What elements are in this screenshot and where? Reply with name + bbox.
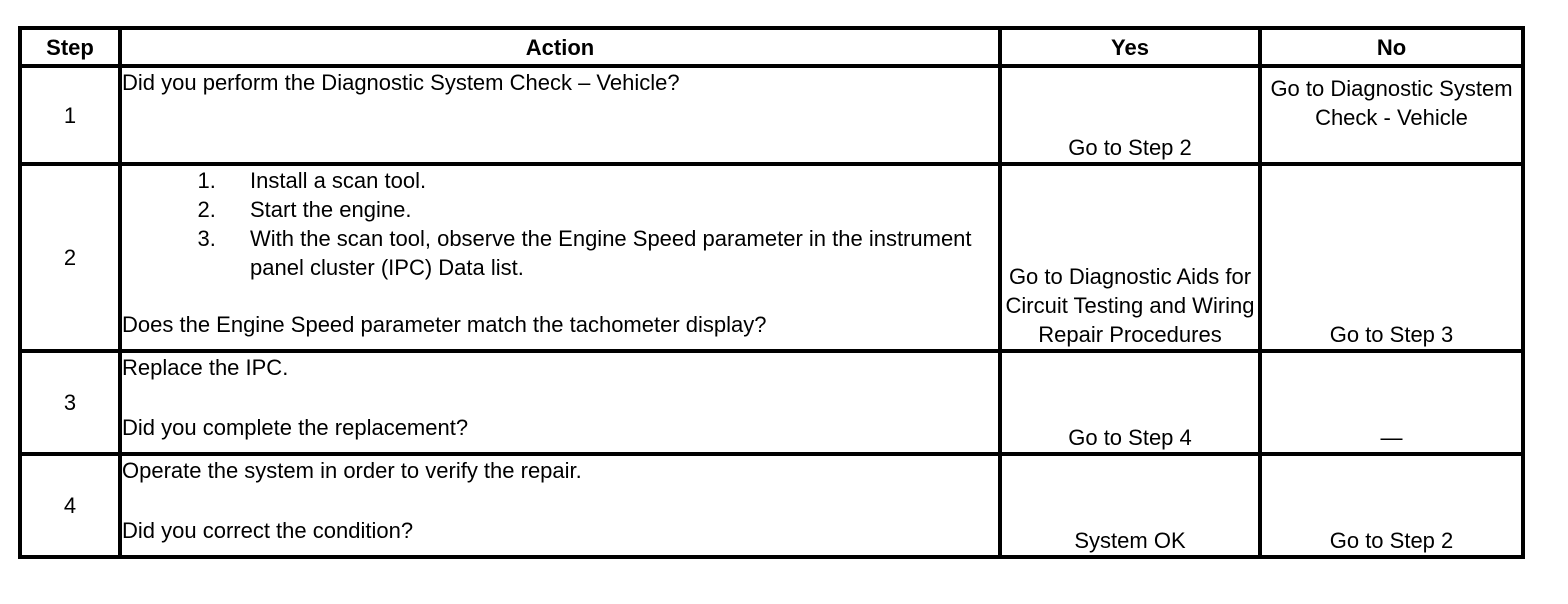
action-question: Does the Engine Speed parameter match the tachometer display? [122,312,767,337]
action-cell [120,454,1000,557]
header-step: Step [20,28,120,66]
step-number: 4 [20,454,120,557]
action-step-item: 2. Start the engine. [222,195,998,224]
table-row [20,351,1523,454]
yes-result: Go to Step 2 [1000,66,1260,164]
action-cell [120,164,1000,351]
no-result: Go to Step 3 [1260,164,1523,351]
action-steps-list [122,166,998,282]
action-question: Did you correct the condition? [122,518,414,543]
diagnostic-table [18,26,1525,559]
no-result: Go to Diagnostic System Check - Vehicle [1260,66,1523,164]
header-no: No [1260,28,1523,66]
action-text: Did you perform the Diagnostic System Check – Vehicle? [122,70,680,95]
table-row [20,454,1523,557]
step-number: 2 [20,164,120,351]
action-question: Did you complete the replacement? [122,415,469,440]
action-cell [120,66,1000,164]
yes-result: System OK [1000,454,1260,557]
yes-result: Go to Step 4 [1000,351,1260,454]
yes-result: Go to Diagnostic Aids for Circuit Testing and Wiring Repair Procedures [1000,164,1260,351]
header-yes: Yes [1000,28,1260,66]
action-cell [120,351,1000,454]
action-step-item: 3. With the scan tool, observe the Engine Speed parameter in the instrument panel cluster (IPC) Data list. [222,224,998,282]
header-action: Action [120,28,1000,66]
header-row [20,28,1523,66]
step-number: 3 [20,351,120,454]
action-step-item: 1. Install a scan tool. [222,166,998,195]
table-row [20,164,1523,351]
no-result: Go to Step 2 [1260,454,1523,557]
step-number: 1 [20,66,120,164]
no-result: — [1260,351,1523,454]
action-text: Operate the system in order to verify the repair. [122,458,582,483]
table-row [20,66,1523,164]
action-text: Replace the IPC. [122,355,289,380]
